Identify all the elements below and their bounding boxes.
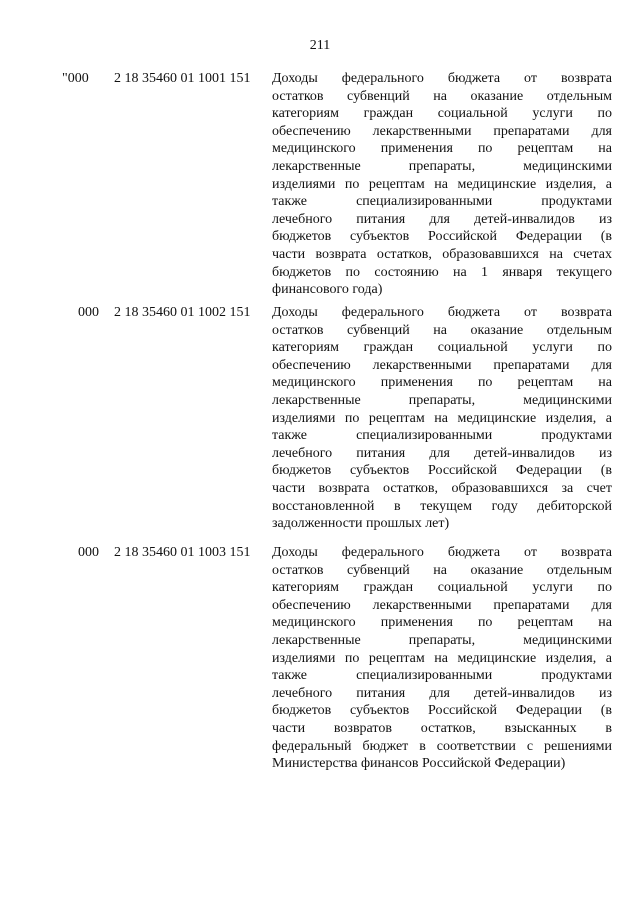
classification-code: 2 18 35460 01 1002 151 bbox=[114, 305, 251, 320]
description-line: бюджетов по состоянию на 1 января текущего bbox=[272, 264, 612, 280]
description-line: категориям граждан социальной услуги по bbox=[272, 106, 612, 122]
description-line: медицинского применения по рецептам на bbox=[272, 615, 612, 631]
page-number: 211 bbox=[309, 38, 331, 53]
description-line: изделиями по рецептам на медицинские изделия, а bbox=[272, 410, 612, 426]
entry-description bbox=[272, 304, 612, 533]
description-line: также специализированными продуктами bbox=[272, 668, 612, 684]
description-line: Доходы федерального бюджета от возврата bbox=[272, 305, 612, 320]
description-line: также специализированными продуктами bbox=[272, 428, 612, 444]
description-line: остатков субвенций на оказание отдельным bbox=[272, 562, 612, 578]
description-line: лекарственные препараты, медицинскими bbox=[272, 632, 612, 648]
description-line: изделиями по рецептам на медицинские изделия, а bbox=[272, 650, 612, 666]
classification-code: 2 18 35460 01 1001 151 bbox=[114, 71, 251, 86]
description-line: лечебного питания для детей-инвалидов из bbox=[272, 211, 612, 227]
description-line: восстановленной в текущем году дебиторской bbox=[272, 498, 612, 514]
description-line: федеральный бюджет в соответствии с решениями bbox=[272, 738, 612, 754]
description-line: обеспечению лекарственными препаратами для bbox=[272, 357, 612, 373]
classification-code: 2 18 35460 01 1003 151 bbox=[114, 545, 251, 560]
description-line: бюджетов субъектов Российской Федерации (в bbox=[272, 229, 612, 245]
entry-description bbox=[272, 70, 612, 299]
description-line: части возврата остатков, образовавшихся за счет bbox=[272, 480, 612, 496]
admin-code: "000 bbox=[62, 71, 89, 86]
description-line: лекарственные препараты, медицинскими bbox=[272, 392, 612, 408]
description-line: финансового года) bbox=[272, 282, 383, 298]
description-line: лечебного питания для детей-инвалидов из bbox=[272, 685, 612, 701]
description-line: части возвратов остатков, взысканных в bbox=[272, 720, 612, 736]
description-line: бюджетов субъектов Российской Федерации (в bbox=[272, 703, 612, 719]
description-line: остатков субвенций на оказание отдельным bbox=[272, 322, 612, 338]
description-line: также специализированными продуктами bbox=[272, 194, 612, 210]
description-line: бюджетов субъектов Российской Федерации (в bbox=[272, 463, 612, 479]
description-line: лекарственные препараты, медицинскими bbox=[272, 158, 612, 174]
description-line: категориям граждан социальной услуги по bbox=[272, 580, 612, 596]
description-line: Доходы федерального бюджета от возврата bbox=[272, 545, 612, 560]
entry-description bbox=[272, 544, 612, 773]
description-line: обеспечению лекарственными препаратами для bbox=[272, 597, 612, 613]
description-line: лечебного питания для детей-инвалидов из bbox=[272, 445, 612, 461]
description-line: Министерства финансов Российской Федерации) bbox=[272, 756, 566, 772]
admin-code: 000 bbox=[78, 545, 99, 560]
description-line: категориям граждан социальной услуги по bbox=[272, 340, 612, 356]
description-line: остатков субвенций на оказание отдельным bbox=[272, 88, 612, 104]
description-line: задолженности прошлых лет) bbox=[272, 516, 450, 532]
description-line: Доходы федерального бюджета от возврата bbox=[272, 71, 612, 86]
description-line: медицинского применения по рецептам на bbox=[272, 141, 612, 157]
description-line: медицинского применения по рецептам на bbox=[272, 375, 612, 391]
admin-code: 000 bbox=[78, 305, 99, 320]
description-line: изделиями по рецептам на медицинские изделия, а bbox=[272, 176, 612, 192]
description-line: обеспечению лекарственными препаратами для bbox=[272, 123, 612, 139]
description-line: части возврата остатков, образовавшихся на счетах bbox=[272, 246, 612, 262]
